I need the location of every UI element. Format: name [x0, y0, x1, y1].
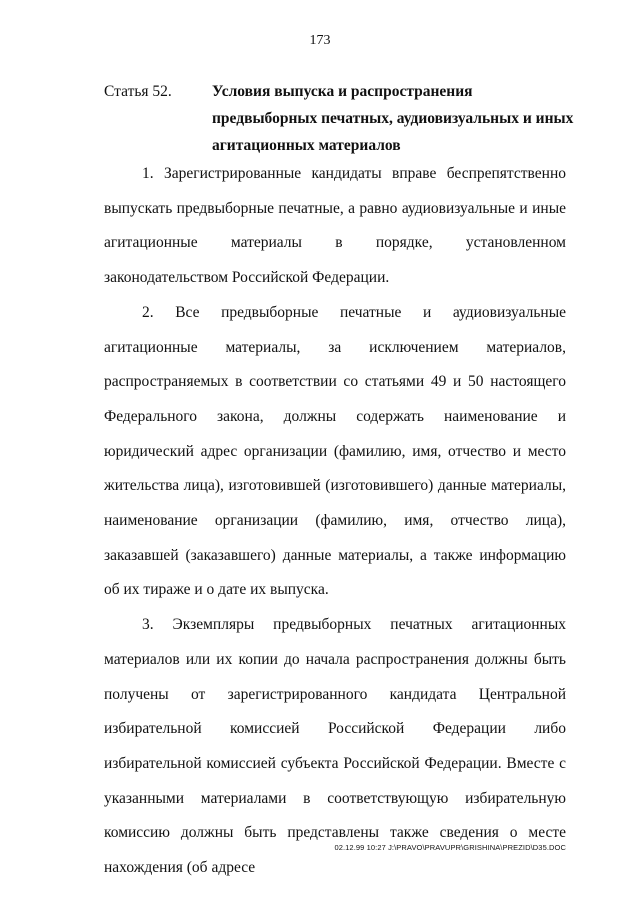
- paragraph-3: 3. Экземпляры предвыборных печатных агитационных материалов или их копии до начала распространения должны быть получены от зарегистрированного кандидата Центральной избирательной комиссией Российской Федерации либо избирательной комиссией субъекта Российской Федерации. Вместе с указанными материалами в соответствующую избирательную комиссию должны быть представлены также сведения о месте нахождения (об адресе: [104, 616, 566, 877]
- footer-file-path: 02.12.99 10:27 J:\PRAVO\PRAVUPR\GRISHINA\PREZID\D35.DOC: [334, 843, 566, 852]
- article-title: Условия выпуска и распространения предвыборных печатных, аудиовизуальных и иных агитационных материалов: [212, 83, 574, 154]
- paragraph-1: 1. Зарегистрированные кандидаты вправе беспрепятственно выпускать предвыборные печатные, а равно аудиовизуальные и иные агитационные материалы в порядке, установленном законодательством Российской Федерации.: [104, 165, 566, 287]
- page-number: 173: [309, 33, 331, 48]
- article-heading: [104, 78, 574, 159]
- article-number: Статья 52.: [104, 83, 172, 100]
- article-body: [104, 157, 566, 886]
- paragraph-2: 2. Все предвыборные печатные и аудиовизуальные агитационные материалы, за исключением материалов, распространяемых в соответствии со статьями 49 и 50 настоящего Федерального закона, должны содержать наименование и юридический адрес организации (фамилию, имя, отчество и место жительства лица), изготовившей (изготовившего) данные материалы, наименование организации (фамилию, имя, отчество лица), заказавшей (заказавшего) данные материалы, а также информацию об их тираже и о дате их выпуска.: [104, 303, 566, 599]
